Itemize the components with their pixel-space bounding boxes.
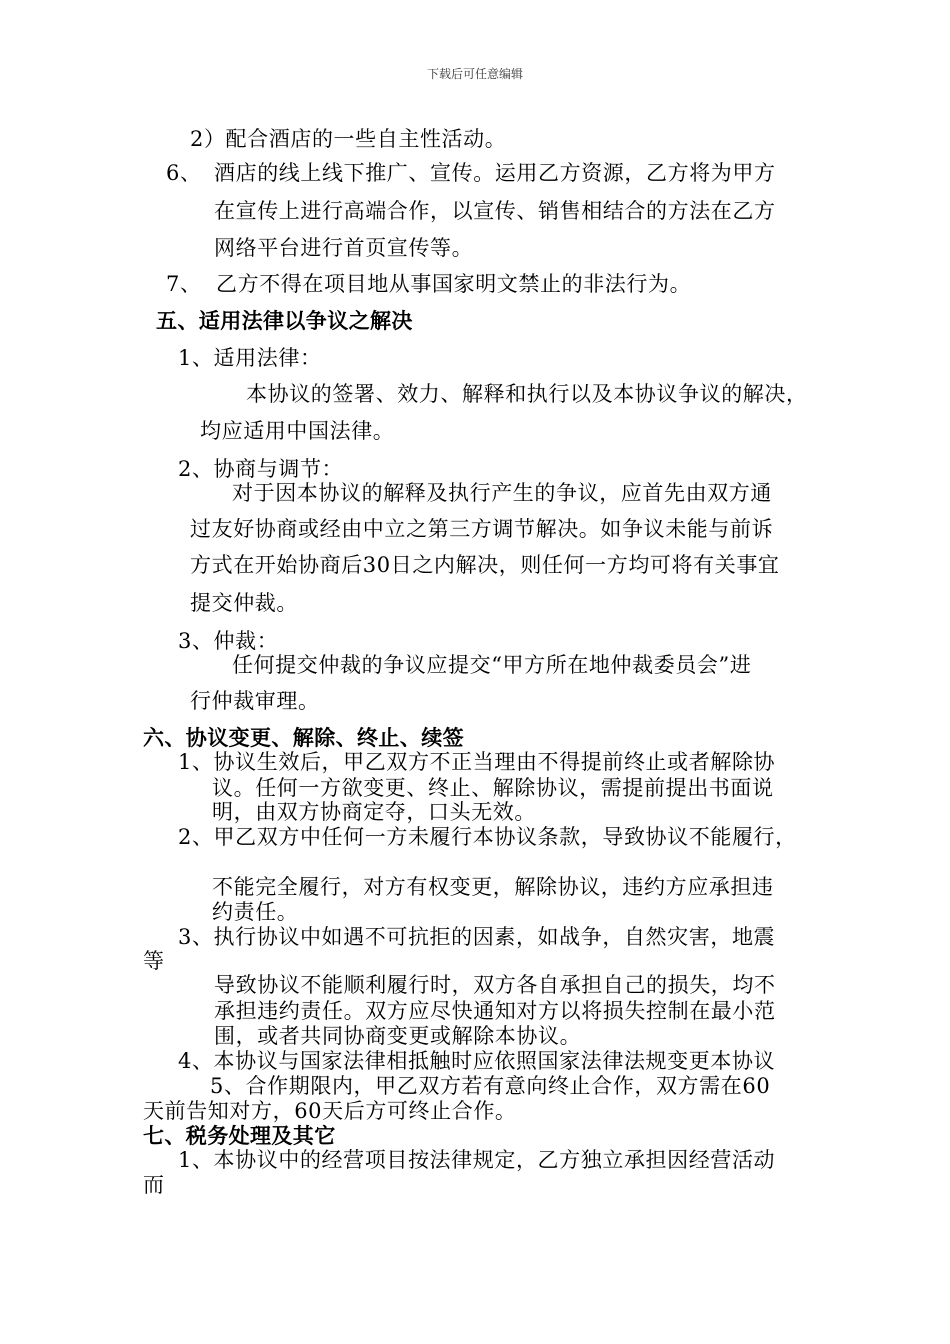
text-line: 网络平台进行首页宣传等。 [214,236,474,260]
text-line: 5、合作期限内，甲乙双方若有意向终止合作，双方需在60 [210,1074,771,1098]
text-line: 对于因本协议的解释及执行产生的争议，应首先由双方通 [232,481,772,505]
text-line: 围，或者共同协商变更或解除本协议。 [214,1024,582,1048]
text-line: 2）配合酒店的一些自主性活动。 [190,127,507,151]
text-line: 酒店的线上线下推广、宣传。运用乙方资源，乙方将为甲方 [214,161,776,185]
text-line: 乙方不得在项目地从事国家明文禁止的非法行为。 [216,272,692,296]
section-heading: 七、税务处理及其它 [143,1124,336,1148]
section-heading: 五、适用法律以争议之解决 [156,309,413,333]
text-line: 1、协议生效后，甲乙双方不正当理由不得提前终止或者解除协 [178,750,776,774]
text-line: 1、适用法律： [178,346,322,370]
text-line: 不能完全履行，对方有权变更，解除协议，违约方应承担违 [212,875,774,899]
text-line: 在宣传上进行高端合作，以宣传、销售相结合的方法在乙方 [214,199,776,223]
text-line: 均应适用中国法律。 [200,419,395,443]
text-line: 约责任。 [212,900,299,924]
list-number: 6、 [166,161,202,185]
text-line: 承担违约责任。双方应尽快通知对方以将损失控制在最小范 [214,999,776,1023]
text-line: 而 [143,1173,165,1197]
text-line: 1、本协议中的经营项目按法律规定，乙方独立承担因经营活动 [178,1148,776,1172]
page-header: 下载后可任意编辑 [426,67,523,81]
text-line: 明，由双方协商定夺，口头无效。 [212,800,536,824]
text-line: 议。任何一方欲变更、终止、解除协议，需提前提出书面说 [212,776,774,800]
text-line: 3、执行协议中如遇不可抗拒的因素，如战争，自然灾害，地震 [178,925,776,949]
text-line: 4、本协议与国家法律相抵触时应依照国家法律法规变更本协议 [178,1049,776,1073]
text-line: 方式在开始协商后30日之内解决，则任何一方均可将有关事宜 [190,553,780,577]
text-line: 本协议的签署、效力、解释和执行以及本协议争议的解决， [246,382,808,406]
text-line: 2、甲乙双方中任何一方未履行本协议条款，导致协议不能履行， [178,825,797,849]
text-line: 2、协商与调节： [178,457,344,481]
text-line: 行仲裁审理。 [190,689,320,713]
text-line: 天前告知对方，60天后方可终止合作。 [143,1099,517,1123]
text-line: 等 [143,949,165,973]
text-line: 提交仲裁。 [190,591,298,615]
text-line: 3、仲裁： [178,629,279,653]
text-line: 导致协议不能顺利履行时，双方各自承担自己的损失，均不 [214,973,776,997]
section-heading: 六、协议变更、解除、终止、续签 [143,726,464,750]
text-line: 过友好协商或经由中立之第三方调节解决。如争议未能与前诉 [190,517,774,541]
list-number: 7、 [166,272,202,296]
text-line: 任何提交仲裁的争议应提交“甲方所在地仲裁委员会”进 [232,653,752,677]
